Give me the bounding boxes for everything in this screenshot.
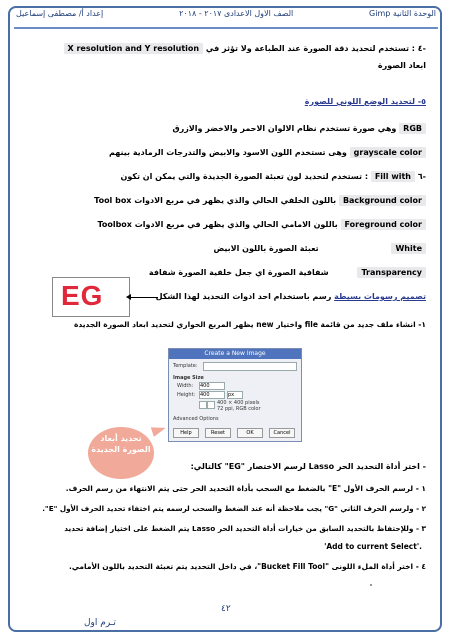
rgb-label: RGB [399,123,426,134]
white-label: White [391,243,426,254]
draw-line [156,292,426,301]
transparency-desc: شفافية الصورة اي جعل خلفية الصورة شفافة [148,268,329,277]
landscape-button[interactable] [207,401,215,409]
foreground-line [97,220,426,229]
lasso-step2: ٢ - ولرسم الحرف الثاني "G" يجب ملاحظة أنه عند الضغط والسحب لرسمه يتم اختفاء تحديد الحرف الأول "E". [42,504,426,513]
size-info: 400 × 400 pixels [217,400,260,406]
cancel-button[interactable]: Cancel [269,428,295,438]
header-unit: الوحدة الثانية Gimp [369,9,436,18]
reset-button[interactable]: Reset [205,428,231,438]
lasso-step1: ١ - لرسم الحرف الأول "E" بالضغط مع السحب بأداة التحديد الحر حتى يتم الانتهاء من رسم الحرف. [65,484,426,493]
advanced-options-toggle[interactable]: Advanced Options [173,416,219,422]
grayscale-label: grayscale color [350,147,426,158]
template-label: Template: [173,363,198,369]
color-mode-heading: ٥- لتحديد الوضع اللوني للصورة [304,97,426,106]
fill-num: -٦ [417,172,426,181]
fill-line [120,172,426,181]
eg-text: EG [61,280,104,311]
white-desc: تعبئة الصورة باللون الابيض [213,244,319,253]
foreground-label: Foreground color [341,219,427,230]
lasso-step3: ٣ - وللإحتفاظ بالتحديد السابق من خيارات أداة التحديد الحر Lasso يتم الضغط على اختيار إضافة تحديد [64,524,426,533]
fill-desc: : تستخدم لتحديد لون تعبئة الصورة الجديدة والتي يمكن ان تكون [120,172,369,181]
height-input[interactable]: 400 [199,391,225,399]
transparency-label: Transparency [357,267,426,278]
resolution-desc: -٤ : تستخدم لتحديد دقة الصورة عند الطباعة ولا تؤثر في [205,44,426,53]
footer-term: تـرم اول [84,618,116,628]
rgb-desc: وهي صورة تستخدم نظام الالوان الاحمر والاخضر والازرق [172,124,397,133]
width-input[interactable]: 400 [199,382,225,390]
grayscale-desc: وهى تستخدم اللون الاسود والابيض والتدرجات الرمادية بينهم [108,148,347,157]
width-label: Width: [177,383,194,389]
header-divider [14,27,438,29]
height-label: Height: [177,392,196,398]
resolution-line-2: ابعاد الصورة [377,61,426,70]
draw-desc: رسم باستخدام احد ادوات التحديد لهذا الشكل [155,292,332,301]
dialog-title: Create a New Image [169,349,301,359]
new-image-dialog [168,348,302,442]
background-line [94,196,426,205]
background-desc: باللون الخلفي الحالي والذي يظهر في مربع الادوات Tool box [94,196,337,205]
background-label: Background color [339,195,426,206]
ok-button[interactable]: OK [237,428,263,438]
help-button[interactable]: Help [173,428,199,438]
lasso-step4: ٤ - اختر أداة الملء اللونى "Bucket Fill Tool"، في داخل التحديد يتم تعبئة التحديد باللون الأمامي. [68,562,426,571]
header-author: إعداد أ/ مصطفى إسماعيل [16,9,104,18]
transparency-line [149,268,426,277]
page-header [16,9,436,25]
image-size-heading: Image Size [173,375,204,381]
rgb-line [172,124,426,133]
step1-line: ١- انشاء ملف جديد من قائمة file واختيار new يظهر المربع الحواري لتحديد ابعاد الصورة الجديدة [73,320,426,329]
resolution-line [64,44,427,53]
foreground-desc: باللون الامامي الحالي والذي يظهر في مربع الادوات Toolbox [97,220,338,229]
eg-arrow-head [126,294,131,300]
template-select[interactable] [203,362,297,371]
resolution-label: X resolution and Y resolution [64,43,204,54]
white-line [213,244,426,253]
page-number: ٤٢ [221,604,231,614]
grayscale-line [109,148,426,157]
eg-sample-image [52,277,130,317]
lasso-line: - اختر أداة التحديد الحر Lasso لرسم الاختصار "EG" كالتالي: [190,462,426,471]
draw-title: تصميم رسومات بسيطة [334,292,426,301]
fill-label: Fill with [371,171,415,182]
lasso-step3-option: 'Add to current Select'. [324,542,422,551]
unit-select[interactable]: px [227,391,243,399]
header-grade: الصف الاول الاعدادى ٢٠١٧ - ٢٠١٨ [179,9,294,18]
ppi-info: 72 ppi, RGB color [217,406,261,412]
portrait-button[interactable] [199,401,207,409]
eg-arrow-line [130,297,158,298]
callout-text: تحديد أبعاد الصورة الجديدة [91,434,151,454]
stray-dot [370,584,372,586]
